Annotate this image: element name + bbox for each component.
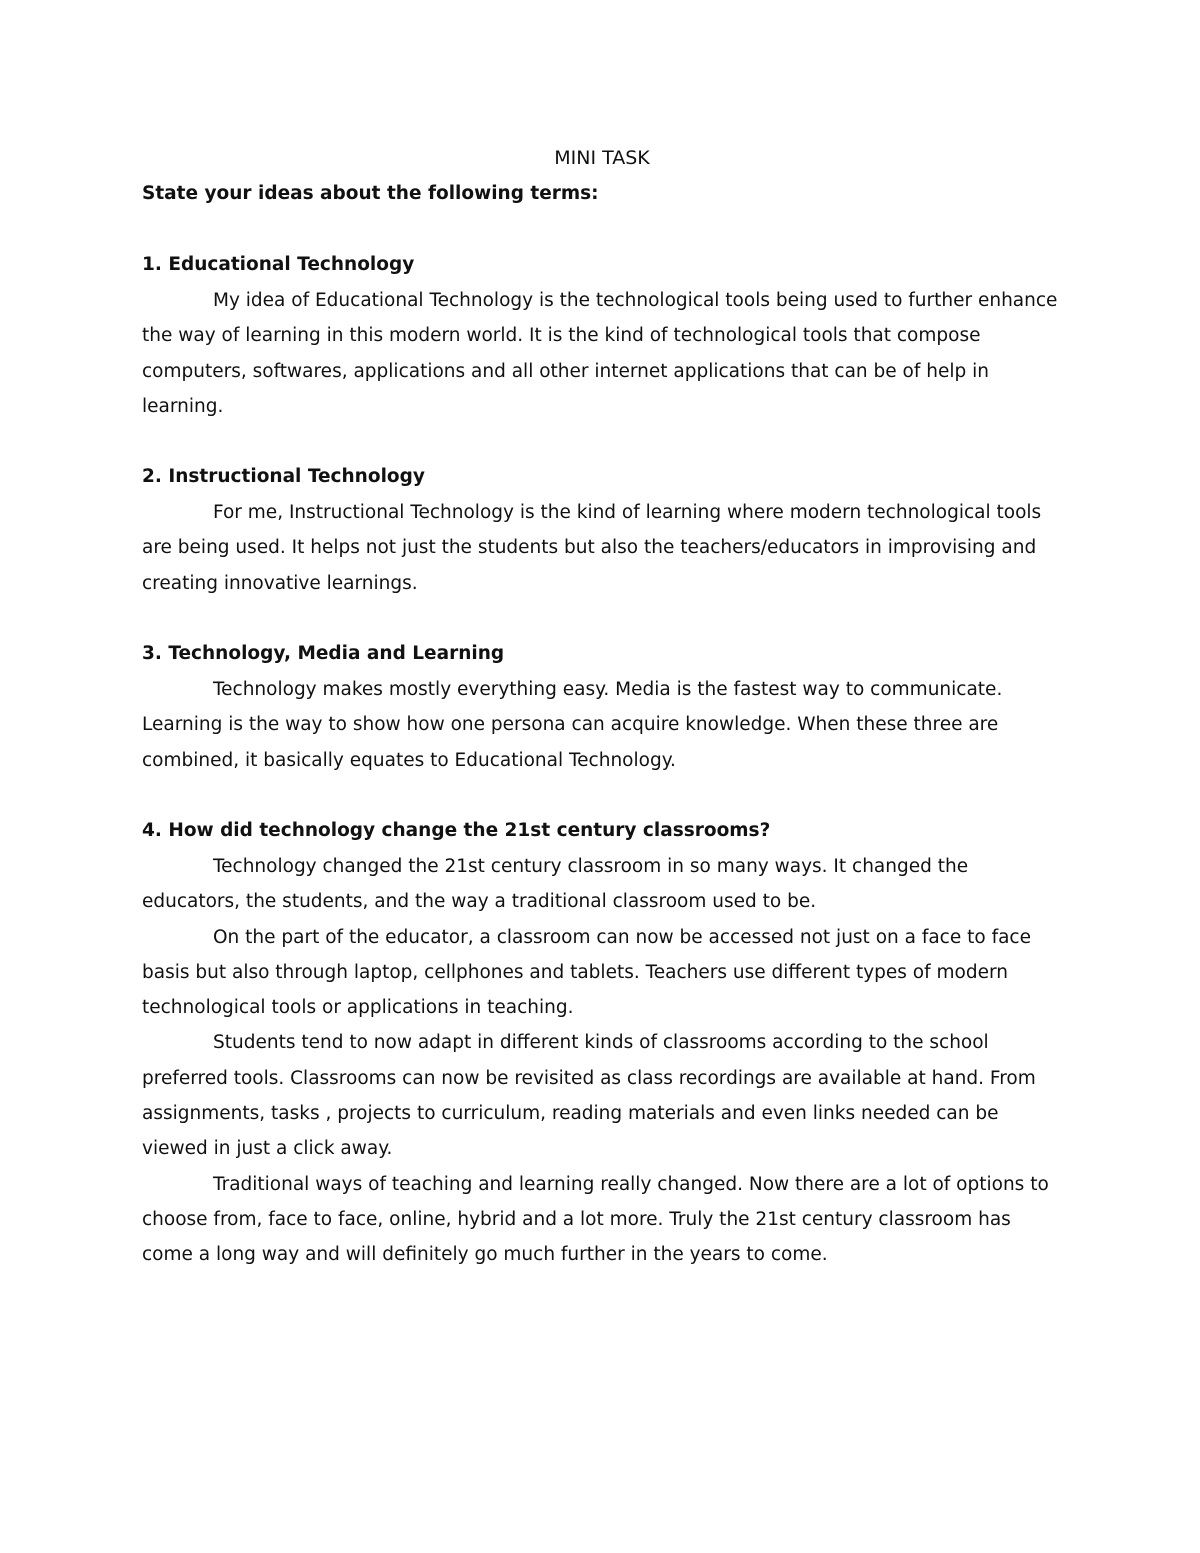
document-title: MINI TASK [554, 147, 650, 169]
section-21st-century-classrooms [142, 813, 1062, 1273]
section-heading: 4. How did technology change the 21st century classrooms? [142, 819, 771, 841]
section-paragraph: My idea of Educational Technology is the technological tools being used to further enhance the way of learning in this modern world. It is the kind of technological tools that compose computers, softwares, applications and all other internet applications that can be of help in learning. [142, 290, 1058, 417]
section-paragraph: Students tend to now adapt in different kinds of classrooms according to the school preferred tools. Classrooms can now be revisited as class recordings are available at hand. From assignments, tasks , projects to curriculum, reading materials and even links needed can be viewed in just a click away. [142, 1032, 1036, 1160]
section-heading: 3. Technology, Media and Learning [142, 643, 505, 665]
section-paragraph: Traditional ways of teaching and learning really changed. Now there are a lot of options to choose from, face to face, online, hybrid and a lot more. Truly the 21st century classroom has come a long way and will definitely go much further in the years to come. [142, 1173, 1049, 1266]
document-page [142, 140, 1062, 1308]
section-technology-media-learning [142, 636, 1062, 778]
section-educational-technology [142, 247, 1062, 424]
section-paragraph: On the part of the educator, a classroom can now be accessed not just on a face to face basis but also through laptop, cellphones and tablets. Teachers use different types of modern technological tools or applications in teaching. [142, 926, 1031, 1019]
section-paragraph: Technology makes mostly everything easy. Media is the fastest way to communicate. Learning is the way to show how one persona can acquire knowledge. When these three are combined, it basically equates to Educational Technology. [142, 679, 1003, 771]
section-heading: 1. Educational Technology [142, 254, 415, 275]
section-heading: 2. Instructional Technology [142, 466, 425, 488]
section-paragraph: For me, Instructional Technology is the kind of learning where modern technological tools are being used. It helps not just the students but also the teachers/educators in improvising and creating innovative learnings. [142, 502, 1042, 594]
section-paragraph: Technology changed the 21st century classroom in so many ways. It changed the educators, the students, and the way a traditional classroom used to be. [142, 855, 969, 913]
section-instructional-technology [142, 459, 1062, 601]
instruction-text: State your ideas about the following terms: [142, 183, 599, 204]
